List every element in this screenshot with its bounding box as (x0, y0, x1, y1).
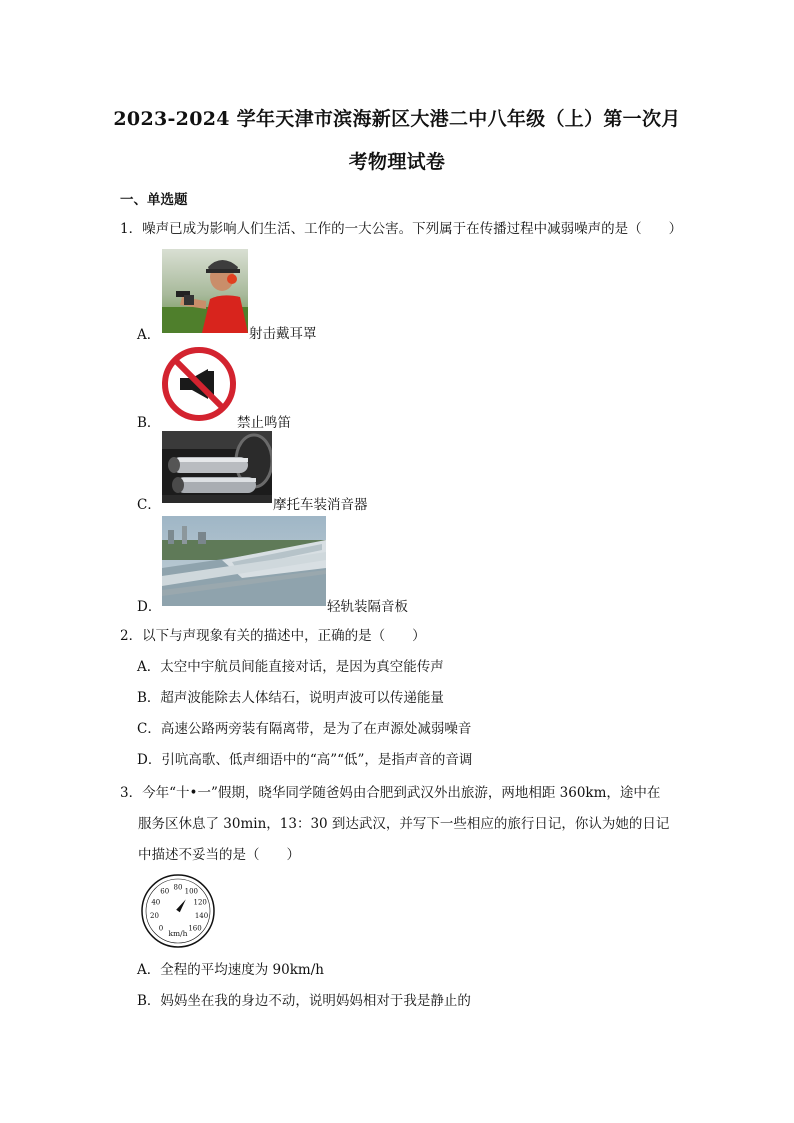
speedometer-unit: km/h (168, 929, 188, 938)
q2-option-c: C．高速公路两旁装有隔离带，是为了在声源处减弱噪音 (137, 721, 472, 737)
q1-option-a-letter: A． (137, 327, 161, 343)
q1-option-b-letter: B． (137, 415, 161, 431)
q3-option-b: B．妈妈坐在我的身边不动，说明妈妈相对于我是静止的 (137, 993, 471, 1009)
light-rail-sound-barrier-image (162, 516, 326, 606)
speedometer-tick-label: 20 (150, 912, 159, 921)
q3-stem-line1: 3．今年“十•一”假期，晓华同学随爸妈由合肥到武汉外出旅游，两地相距 360km，途中在 (120, 785, 661, 801)
q2-option-a: A．太空中宇航员间能直接对话，是因为真空能传声 (137, 659, 444, 675)
q1-stem: 1．噪声已成为影响人们生活、工作的一大公害。下列属于在传播过程中减弱噪声的是（ ） (120, 221, 683, 237)
speedometer-tick-label: 80 (173, 883, 183, 892)
q2-option-b: B．超声波能除去人体结石，说明声波可以传递能量 (137, 690, 444, 706)
q3-stem-line2: 服务区休息了 30min，13：30 到达武汉，并写下一些相应的旅行日记，你认为她的日记 (138, 816, 670, 832)
q2-option-d: D．引吭高歌、低声细语中的“高”“低”，是指声音的音调 (137, 752, 473, 768)
speedometer-tick-label: 120 (193, 898, 207, 907)
q2-stem: 2．以下与声现象有关的描述中，正确的是（ ） (120, 628, 426, 644)
no-horn-sign-icon (162, 347, 236, 421)
speedometer-tick-label: 60 (160, 887, 170, 896)
speedometer-tick-label: 0 (158, 924, 164, 933)
q1-option-b-caption: 禁止鸣笛 (237, 415, 291, 431)
speedometer-tick-label: 160 (188, 924, 202, 933)
q1-option-c-letter: C． (137, 497, 161, 513)
q3-stem-line3: 中描述不妥当的是（ ） (138, 847, 300, 863)
motorcycle-muffler-image (162, 431, 272, 503)
speedometer-gauge (139, 872, 217, 950)
speedometer-tick-label: 40 (151, 898, 161, 907)
q1-option-d-letter: D． (137, 599, 162, 615)
speedometer-tick-label: 140 (194, 912, 209, 921)
earmuffs-shooter-image (162, 249, 248, 333)
section-heading: 一、单选题 (120, 192, 188, 208)
q1-option-c-caption: 摩托车装消音器 (273, 497, 368, 513)
page-title-line1: 2023-2024 学年天津市滨海新区大港二中八年级（上）第一次月 (113, 108, 681, 130)
q3-option-a: A．全程的平均速度为 90km/h (137, 962, 324, 978)
speedometer-tick-label: 100 (184, 887, 198, 896)
q1-option-d-caption: 轻轨装隔音板 (327, 599, 408, 615)
q1-option-a-caption: 射击戴耳罩 (249, 326, 317, 342)
page-title-line2: 考物理试卷 (348, 151, 446, 173)
